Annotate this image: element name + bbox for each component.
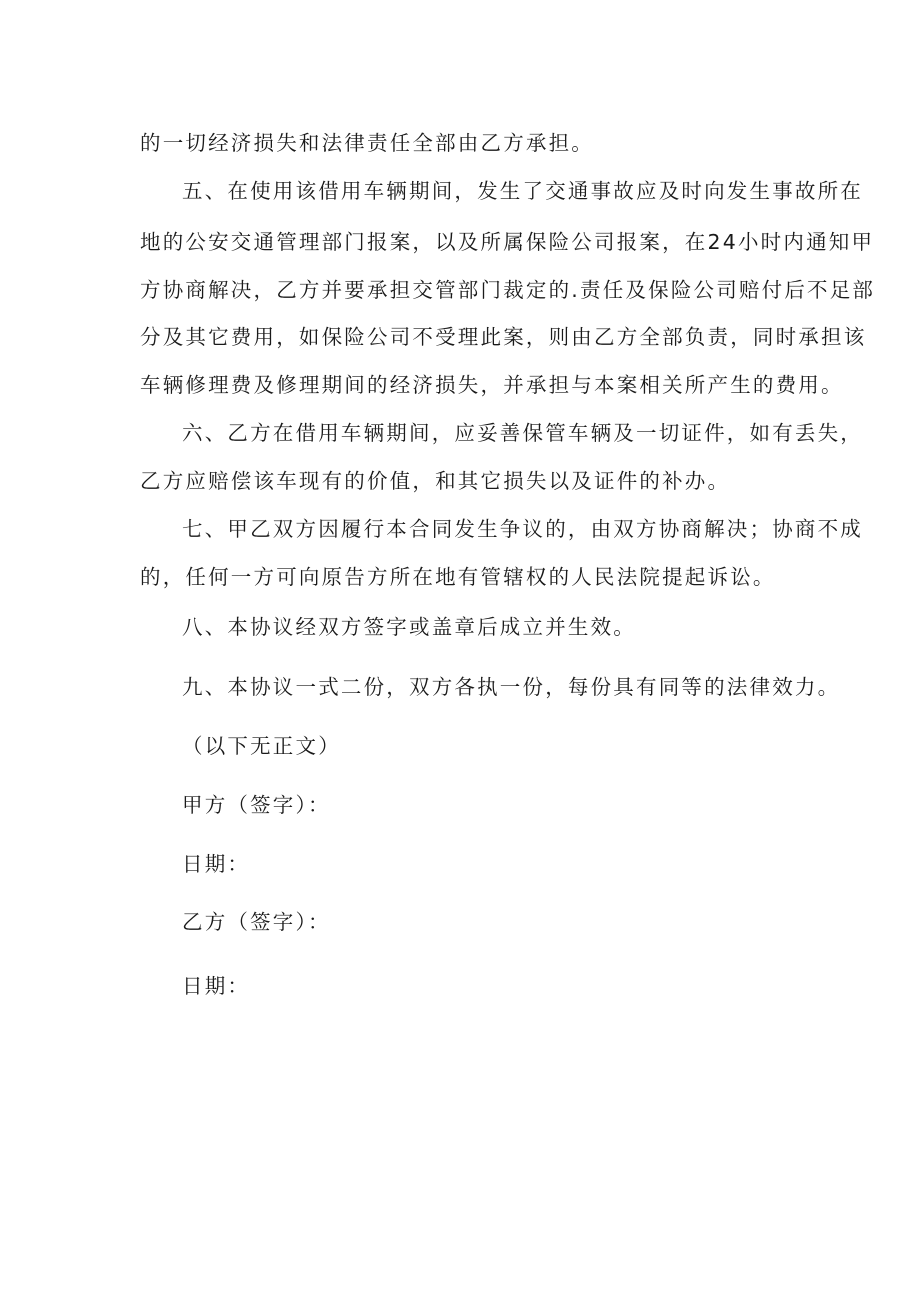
party-a-signature-label: 甲方（签字）： [182,793,331,817]
clause-5-line: 五、在使用该借用车辆期间，发生了交通事故应及时向发生事故所在 [182,179,863,203]
clause-6-line: 乙方应赔偿该车现有的价值，和其它损失以及证件的补办。 [140,469,731,493]
clause-5-line: 方协商解决，乙方并要承担交管部门裁定的.责任及保险公司赔付后不足部 [140,278,876,302]
end-of-text-note: （以下无正文） [182,734,341,758]
party-a-date-label: 日期： [182,852,251,876]
clause-6-line: 六、乙方在借用车辆期间，应妥善保管车辆及一切证件，如有丢失， [182,421,863,445]
clause-7-line: 的，任何一方可向原告方所在地有管辖权的人民法院提起诉讼。 [140,565,776,589]
party-b-signature-label: 乙方（签字）： [182,910,331,934]
clause-7-line: 七、甲乙双方因履行本合同发生争议的，由双方协商解决；协商不成 [182,517,863,541]
party-b-date-label: 日期： [182,974,251,998]
clause-9-line: 九、本协议一式二份，双方各执一份，每份具有同等的法律效力。 [182,675,841,699]
clause-5-line: 地的公安交通管理部门报案，以及所属保险公司报案，在24小时内通知甲 [140,230,875,254]
clause-5-line: 分及其它费用，如保险公司不受理此案，则由乙方全部负责，同时承担该 [140,325,867,349]
clause-5-line: 车辆修理费及修理期间的经济损失，并承担与本案相关所产生的费用。 [140,373,844,397]
clause-8-line: 八、本协议经双方签字或盖章后成立并生效。 [182,615,636,639]
paragraph-line: 的一切经济损失和法律责任全部由乙方承担。 [140,131,594,155]
